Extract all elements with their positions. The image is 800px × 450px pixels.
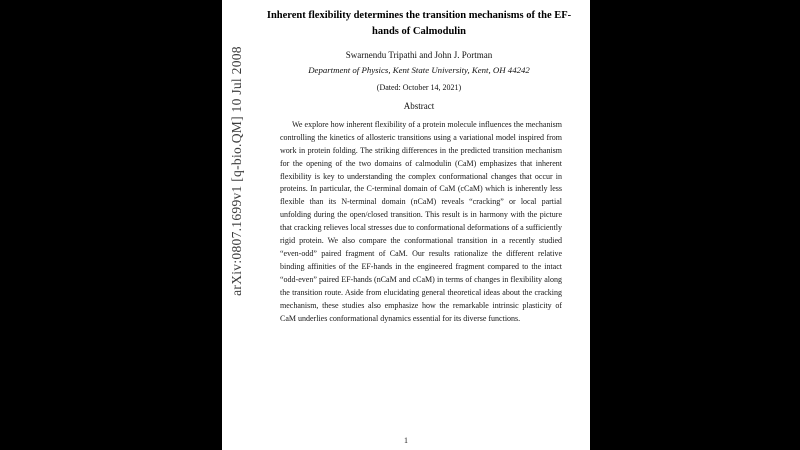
- paper-title: Inherent flexibility determines the transition mechanisms of the EF-hands of Calmodulin: [266, 10, 572, 38]
- paper-content: [260, 0, 578, 326]
- paper-page: [222, 0, 590, 450]
- abstract-text: We explore how inherent flexibility of a protein molecule influences the mechanism controlling the kinetics of allosteric transitions using a variational model inspired from work in protein folding. The striking differences in the predicted transition mechanism for the opening of the two domains of calmodulin (CaM) emphasizes that inherent flexibility is key to understanding the complex conformational changes that occur in proteins. In particular, the C-terminal domain of CaM (cCaM) which is inherently less flexible than its N-terminal domain (nCaM) reveals “cracking” or local partial unfolding during the open/closed transition. This result is in harmony with the picture that cracking relieves local stresses due to conformational deformations of a sufficiently rigid protein. We also compare the conformational transition in a recently studied “even-odd” paired fragment of CaM. Our results rationalize the different relative binding affinities of the EF-hands in the engineered fragment compared to the intact “odd-even” paired EF-hands (nCaM and cCaM) in terms of changes in flexibility along the transition route. Aside from elucidating general theoretical ideas about the cracking mechanism, these studies also emphasize how the remarkable intrinsic plasticity of CaM underlies conformational dynamics essential for its diverse functions.: [280, 119, 562, 324]
- paper-affiliation: Department of Physics, Kent State University, Kent, OH 44242: [308, 65, 530, 76]
- arxiv-watermark: arXiv:0807.1699v1 [q-bio.QM] 10 Jul 2008: [229, 46, 244, 296]
- paper-authors: Swarnendu Tripathi and John J. Portman: [345, 49, 493, 60]
- paper-date-line: (Dated: October 14, 2021): [376, 82, 462, 92]
- page-number: 1: [404, 436, 408, 445]
- abstract-heading: Abstract: [403, 101, 435, 112]
